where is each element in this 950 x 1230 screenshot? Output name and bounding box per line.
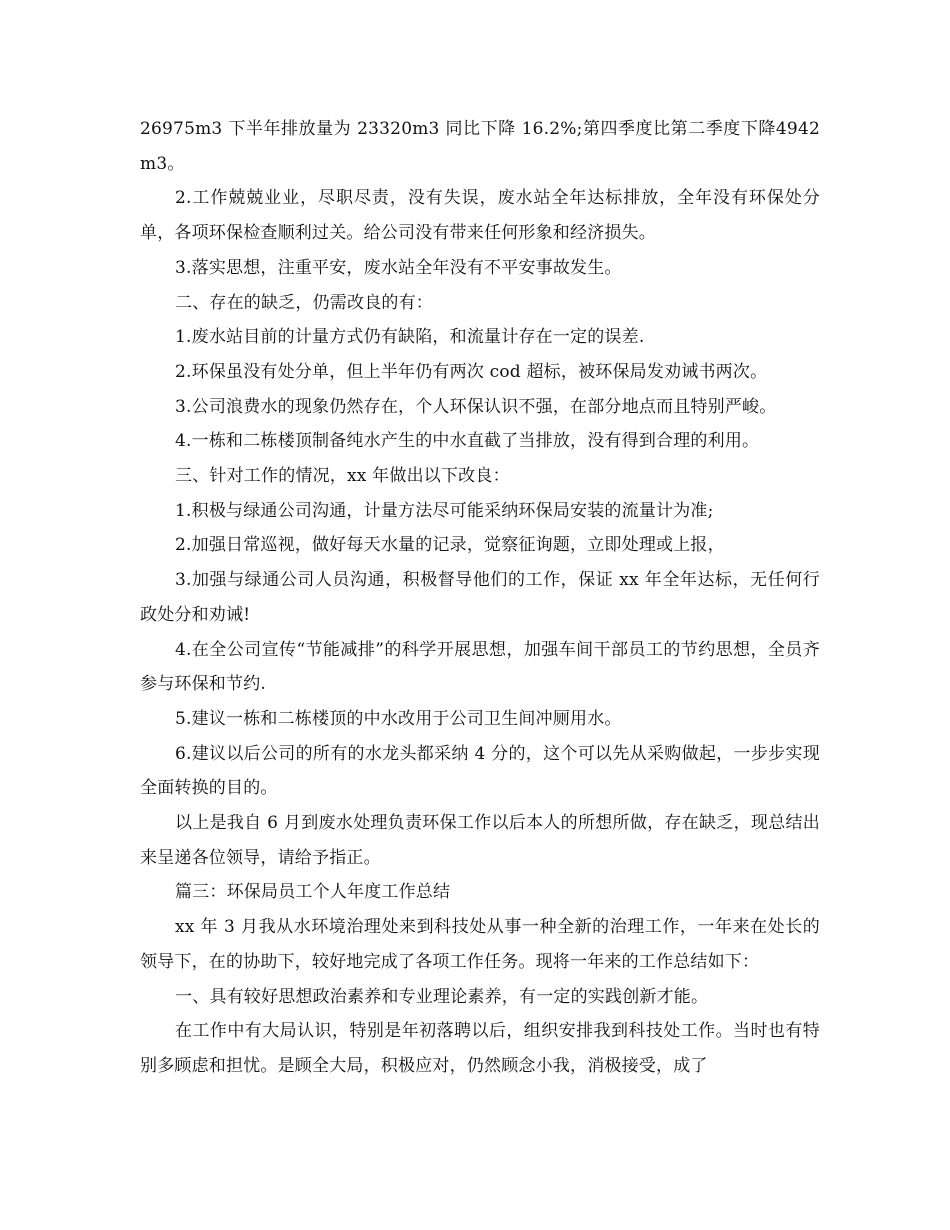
paragraph-improvement-5: 5.建议一栋和二栋楼顶的中水改用于公司卫生间冲厕用水。	[175, 708, 622, 729]
paragraph-improvement-1: 1.积极与绿通公司沟通，计量方法尽可能采纳环保局安装的流量计为准;	[175, 500, 714, 521]
paragraph-conclusion: 以上是我自 6 月到废水处理负责环保工作以后本人的所想所做，存在缺乏，现总结出来呈递各位领导，请给予指正。	[140, 813, 820, 868]
paragraph-improvement-3: 3.加强与绿通公司人员沟通，积极督导他们的工作，保证 xx 年全年达标，无任何行政处分和劝诫!	[140, 570, 820, 625]
paragraph-improvement-6: 6.建议以后公司的所有的水龙头都采纳 4 分的，这个可以先从采购做起，一步步实现全面转换的目的。	[140, 743, 820, 799]
paragraph-improvement-4: 4.在全公司宣传“节能减排”的科学开展思想，加强车间干部员工的节约思想，全员齐参与环保和节约.	[140, 639, 820, 695]
section-heading-shortcomings: 二、存在的缺乏，仍需改良的有：	[175, 292, 433, 313]
paragraph-intro-part-three: xx 年 3 月我从水环境治理处来到科技处从事一种全新的治理工作，一年来在处长的领导下，在的协助下，较好地完成了各项工作任务。现将一年来的工作总结如下：	[140, 917, 820, 972]
paragraph-shortcoming-2: 2.环保虽没有处分单，但上半年仍有两次 cod 超标，被环保局发劝诫书两次。	[175, 361, 768, 382]
paragraph-discharge-volume: 26975m3 下半年排放量为 23320m3 同比下降 16.2%;第四季度比第二季度下降4942m3。	[140, 119, 820, 174]
paragraph-improvement-2: 2.加强日常巡视，做好每天水量的记录，觉察征询题，立即处理或上报，	[175, 535, 725, 556]
paragraph-work-diligence: 2.工作兢兢业业，尽职尽责，没有失误，废水站全年达标排放，全年没有环保处分单，各项环保检查顺利过关。给公司没有带来任何形象和经济损失。	[140, 188, 820, 244]
paragraph-shortcoming-1: 1.废水站目前的计量方式仍有缺陷，和流量计存在一定的误差.	[175, 327, 645, 348]
section-title-part-three: 篇三：环保局员工个人年度工作总结	[175, 882, 451, 903]
paragraph-safety: 3.落实思想，注重平安，废水站全年没有不平安事故发生。	[175, 257, 622, 278]
section-heading-political-quality: 一、具有较好思想政治素养和专业理论素养，有一定的实践创新才能。	[175, 986, 709, 1007]
document-body	[140, 112, 820, 1084]
section-heading-improvements: 三、针对工作的情况，xx 年做出以下改良：	[175, 466, 510, 487]
paragraph-shortcoming-4: 4.一栋和二栋楼顶制备纯水产生的中水直截了当排放，没有得到合理的利用。	[175, 431, 760, 452]
paragraph-shortcoming-3: 3.公司浪费水的现象仍然存在，个人环保认识不强，在部分地点而且特别严峻。	[175, 396, 777, 417]
paragraph-big-picture: 在工作中有大局认识，特别是年初落聘以后，组织安排我到科技处工作。当时也有特别多顾虑和担忧。是顾全大局，积极应对，仍然顾念小我，消极接受，成了	[140, 1021, 820, 1076]
